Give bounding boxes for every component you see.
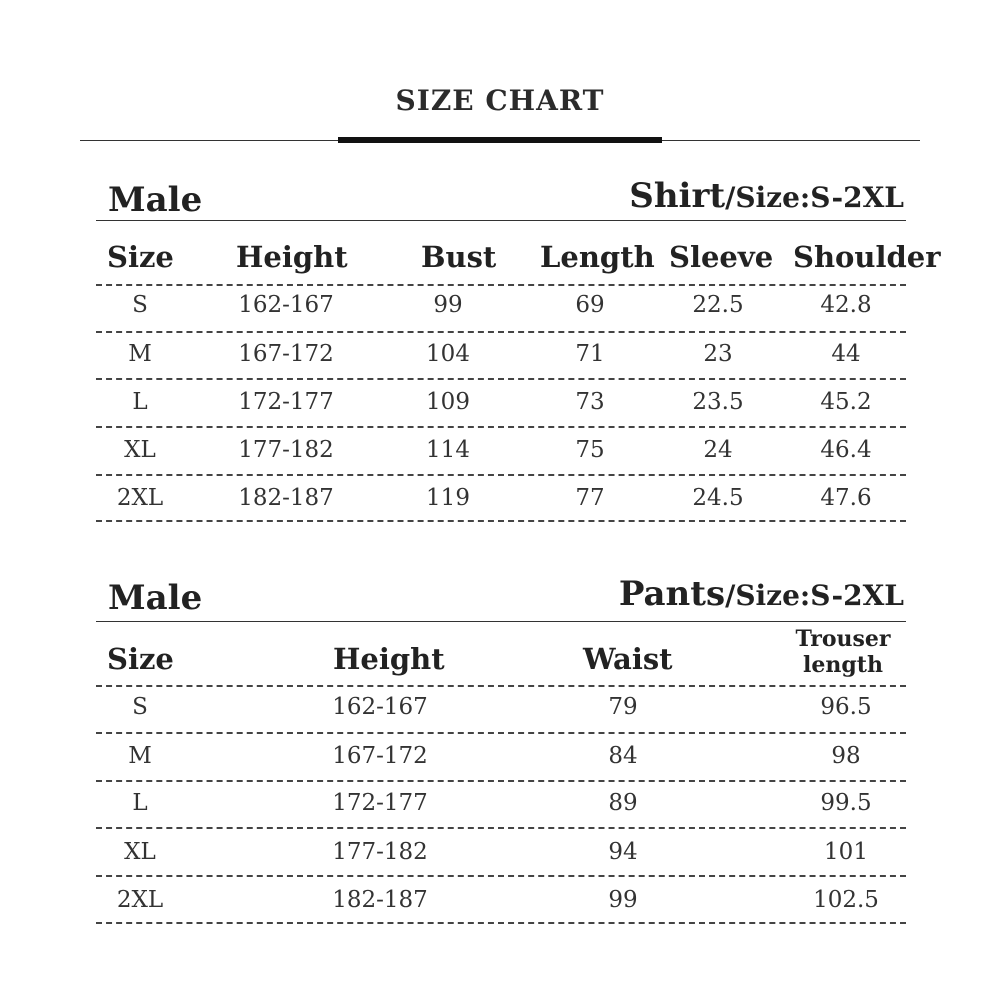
pants-row-divider [96,922,906,924]
shirt-col-shoulder: Shoulder [793,240,941,274]
pants-cell-trouser-length: 96.5 [820,694,872,720]
shirt-cell-length: 75 [575,437,605,463]
shirt-cell-height: 167-172 [238,341,334,367]
shirt-cell-sleeve: 23.5 [692,389,744,415]
shirt-header-rule [96,220,906,221]
shirt-cell-height: 162-167 [238,292,334,318]
pants-cell-height: 177-182 [332,839,428,865]
pants-cell-size: S [132,694,148,720]
pants-col-waist: Waist [583,642,673,676]
page-title: SIZE CHART [395,84,605,117]
shirt-cell-bust: 99 [433,292,463,318]
shirt-row-divider [96,520,906,522]
pants-cell-trouser-length: 99.5 [820,790,872,816]
shirt-col-bust: Bust [421,240,497,274]
pants-col-trouser-length-line2: length [803,652,883,678]
title-divider-accent [338,137,662,143]
shirt-row-divider [96,331,906,333]
pants-cell-size: M [128,743,152,769]
pants-col-trouser-length [776,626,910,678]
shirt-cell-length: 71 [575,341,605,367]
shirt-cell-size: S [132,292,148,318]
shirt-cell-sleeve: 23 [703,341,733,367]
shirt-col-height: Height [236,240,348,274]
shirt-cell-length: 77 [575,485,605,511]
shirt-row-divider [96,426,906,428]
shirt-cell-size: L [132,389,148,415]
shirt-col-length: Length [540,240,655,274]
shirt-row-divider [96,378,906,380]
pants-section-label: Male [108,578,203,618]
pants-category: Pants [618,574,726,614]
pants-cell-waist: 89 [608,790,638,816]
pants-row-divider [96,685,906,687]
pants-col-size: Size [107,642,174,676]
pants-cell-height: 182-187 [332,887,428,913]
shirt-category: Shirt [629,176,726,216]
pants-col-trouser-length-line1: Trouser [795,626,891,652]
shirt-col-size: Size [107,240,174,274]
pants-cell-waist: 84 [608,743,638,769]
pants-row-divider [96,780,906,782]
pants-cell-size: 2XL [116,887,164,913]
shirt-cell-bust: 104 [426,341,470,367]
shirt-cell-bust: 119 [426,485,470,511]
shirt-row-divider [96,474,906,476]
pants-col-height: Height [333,642,445,676]
shirt-cell-sleeve: 24 [703,437,733,463]
shirt-cell-height: 177-182 [238,437,334,463]
pants-cell-waist: 94 [608,839,638,865]
shirt-cell-length: 69 [575,292,605,318]
shirt-cell-shoulder: 44 [831,341,861,367]
shirt-cell-height: 172-177 [238,389,334,415]
shirt-cell-height: 182-187 [238,485,334,511]
pants-cell-trouser-length: 101 [824,839,868,865]
shirt-cell-size: M [128,341,152,367]
pants-cell-size: XL [124,839,156,865]
shirt-cell-size: XL [124,437,156,463]
pants-cell-waist: 99 [608,887,638,913]
pants-header-rule [96,621,906,622]
shirt-cell-shoulder: 46.4 [820,437,872,463]
shirt-row-divider [96,284,906,286]
shirt-cell-sleeve: 22.5 [692,292,744,318]
pants-size-range: /Size:S-2XL [725,579,904,612]
pants-cell-trouser-length: 102.5 [813,887,879,913]
shirt-section-category [629,176,904,216]
shirt-cell-shoulder: 45.2 [820,389,872,415]
pants-cell-trouser-length: 98 [831,743,861,769]
pants-cell-height: 167-172 [332,743,428,769]
pants-cell-waist: 79 [608,694,638,720]
shirt-col-sleeve: Sleeve [669,240,774,274]
shirt-cell-bust: 109 [426,389,470,415]
shirt-cell-length: 73 [575,389,605,415]
pants-cell-size: L [132,790,148,816]
shirt-cell-bust: 114 [426,437,470,463]
pants-section-category [619,574,904,614]
shirt-section-label: Male [108,180,203,220]
shirt-cell-shoulder: 47.6 [820,485,872,511]
pants-cell-height: 162-167 [332,694,428,720]
shirt-cell-shoulder: 42.8 [820,292,872,318]
pants-row-divider [96,732,906,734]
shirt-cell-sleeve: 24.5 [692,485,744,511]
pants-row-divider [96,827,906,829]
pants-cell-height: 172-177 [332,790,428,816]
pants-row-divider [96,875,906,877]
shirt-cell-size: 2XL [116,485,164,511]
shirt-size-range: /Size:S-2XL [725,181,904,214]
